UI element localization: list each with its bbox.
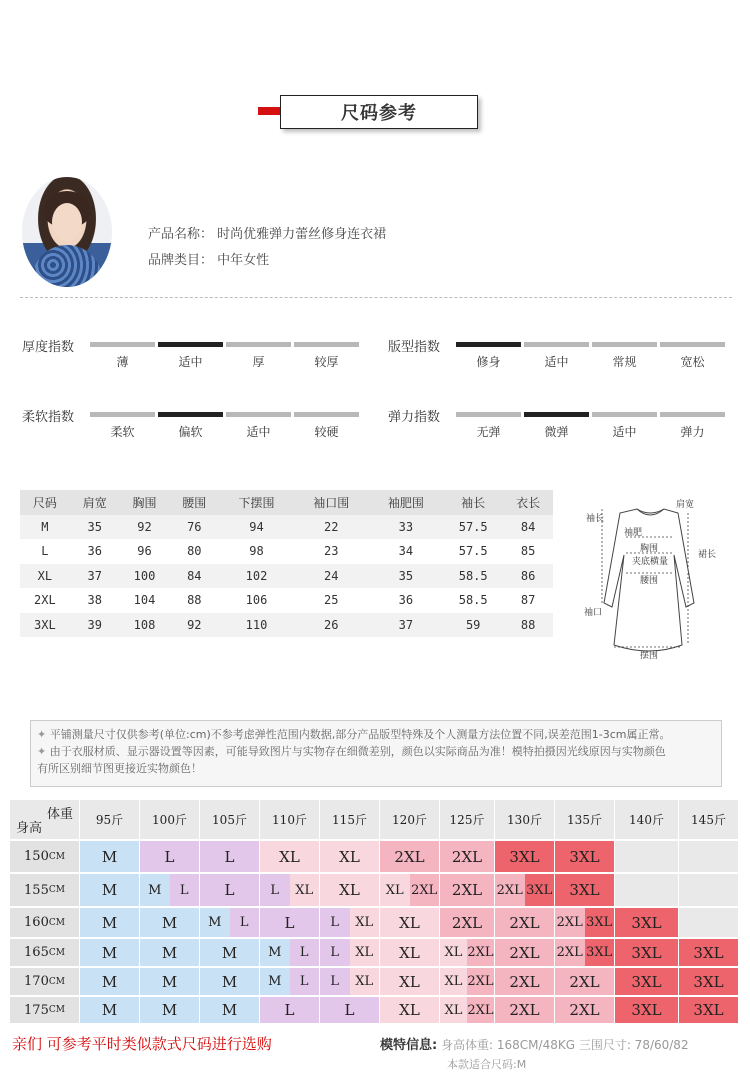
index-option: 厚 xyxy=(252,355,265,369)
table-row xyxy=(20,613,553,638)
matrix-cell: 3XL xyxy=(615,997,679,1023)
matrix-row xyxy=(10,997,739,1023)
index-option: 修身 xyxy=(476,355,501,369)
matrix-cell: 2XL xyxy=(495,908,555,937)
note-line-1: 平铺测量尺寸仅供参考(单位:cm)不参考虑弹性范围内数据,部分产品版型特殊及个人测量方法位置不同,误差范围1-3cm属正常。 xyxy=(49,728,671,741)
matrix-weight-header: 110斤 xyxy=(260,800,320,839)
model-info-key: 模特信息: xyxy=(380,1038,438,1053)
matrix-row xyxy=(10,908,739,937)
size-table-cell: 92 xyxy=(169,613,219,638)
index-option: 薄 xyxy=(116,355,129,369)
size-table-cell: 85 xyxy=(503,539,553,564)
matrix-cell: 2XL xyxy=(555,997,615,1023)
index-bar xyxy=(294,342,359,347)
matrix-cell-empty xyxy=(615,874,679,906)
matrix-cell: L xyxy=(320,997,380,1023)
size-table-cell: 108 xyxy=(120,613,170,638)
matrix-cell: M xyxy=(200,997,260,1023)
index-bar xyxy=(226,412,291,417)
size-matrix xyxy=(10,800,739,1023)
matrix-cell-split: M L xyxy=(140,874,200,906)
dress-measure-diagram xyxy=(582,495,732,665)
matrix-cell: XL xyxy=(320,841,380,872)
index-option: 无弹 xyxy=(476,425,501,439)
index-option: 微弹 xyxy=(544,425,569,439)
matrix-cell-split: XL 2XL xyxy=(440,939,495,966)
label-hem: 摆围 xyxy=(640,651,659,661)
index-option: 偏软 xyxy=(178,425,203,439)
note-line-3: 有所区别细节图更接近实物颜色！ xyxy=(37,762,202,775)
index-bar xyxy=(90,342,155,347)
matrix-cell-split: XL 2XL xyxy=(440,997,495,1023)
index-option: 较厚 xyxy=(314,355,339,369)
matrix-height-header: 165 CM xyxy=(10,939,80,966)
table-row xyxy=(20,588,553,613)
size-table-cell: 38 xyxy=(70,588,120,613)
matrix-cell-split: M L xyxy=(260,968,320,995)
matrix-cell: M xyxy=(200,939,260,966)
matrix-cell: L xyxy=(260,997,320,1023)
matrix-cell: XL xyxy=(380,939,440,966)
matrix-weight-header: 130斤 xyxy=(495,800,555,839)
size-table xyxy=(20,490,553,637)
matrix-height-header: 175 CM xyxy=(10,997,80,1023)
matrix-cell-split: M L xyxy=(260,939,320,966)
matrix-cell: M xyxy=(200,968,260,995)
index-label: 柔软指数 xyxy=(22,410,75,425)
matrix-cell: 2XL xyxy=(495,939,555,966)
size-table-cell: 84 xyxy=(503,515,553,540)
size-table-cell: 94 xyxy=(219,515,294,540)
size-table-cell: 100 xyxy=(120,564,170,589)
height-label: 身高 xyxy=(16,821,43,836)
index-option: 适中 xyxy=(178,355,203,369)
matrix-height-header: 170 CM xyxy=(10,968,80,995)
matrix-row xyxy=(10,874,739,906)
matrix-cell: M xyxy=(140,968,200,995)
matrix-cell: 3XL xyxy=(679,997,739,1023)
table-row xyxy=(20,564,553,589)
matrix-weight-header: 105斤 xyxy=(200,800,260,839)
size-table-header: 肩宽 xyxy=(70,490,120,515)
label-chest: 胸围 xyxy=(640,544,659,554)
index-bar xyxy=(592,412,657,417)
matrix-row xyxy=(10,939,739,966)
brand-key: 品牌类目： xyxy=(148,253,214,268)
size-table-cell: 102 xyxy=(219,564,294,589)
matrix-height-header: 160 CM xyxy=(10,908,80,937)
label-shoulder: 肩宽 xyxy=(676,500,695,510)
matrix-cell-empty xyxy=(679,874,739,906)
model-info-value: 身高体重: 168CM/48KG 三围尺寸: 78/60/82 xyxy=(441,1038,689,1052)
index-label: 弹力指数 xyxy=(388,410,441,425)
index-bar xyxy=(456,412,521,417)
label-waist: 腰围 xyxy=(640,576,659,586)
matrix-cell: 3XL xyxy=(615,908,679,937)
matrix-cell-split: L XL xyxy=(320,908,380,937)
index-label: 厚度指数 xyxy=(22,340,75,355)
index-bar xyxy=(524,342,589,347)
index-option: 适中 xyxy=(246,425,271,439)
matrix-weight-header: 140斤 xyxy=(615,800,679,839)
matrix-cell: M xyxy=(80,841,140,872)
matrix-cell: 3XL xyxy=(679,939,739,966)
size-table-cell: 57.5 xyxy=(443,539,503,564)
matrix-cell-split: 2XL 3XL xyxy=(495,874,555,906)
table-row xyxy=(20,515,553,540)
matrix-weight-header: 115斤 xyxy=(320,800,380,839)
matrix-row xyxy=(10,841,739,872)
index-option: 较硬 xyxy=(314,425,339,439)
size-table-header: 袖口围 xyxy=(294,490,369,515)
index-option: 常规 xyxy=(612,355,637,369)
size-table-cell: 39 xyxy=(70,613,120,638)
matrix-cell: XL xyxy=(380,908,440,937)
matrix-cell: 2XL xyxy=(495,968,555,995)
index-bar xyxy=(158,412,223,417)
size-table-cell: 2XL xyxy=(20,588,70,613)
size-table-header: 下摆围 xyxy=(219,490,294,515)
size-table-cell: 98 xyxy=(219,539,294,564)
weight-label: 体重 xyxy=(46,807,73,822)
matrix-cell: L xyxy=(200,841,260,872)
matrix-cell: M xyxy=(140,997,200,1023)
matrix-cell-split: XL 2XL xyxy=(380,874,440,906)
size-table-cell: 86 xyxy=(503,564,553,589)
size-table-cell: 96 xyxy=(120,539,170,564)
size-table-cell: 88 xyxy=(169,588,219,613)
matrix-corner xyxy=(10,800,80,839)
size-table-cell: 35 xyxy=(369,564,444,589)
label-underarm: 夹底横量 xyxy=(632,557,669,567)
matrix-cell: M xyxy=(80,997,140,1023)
size-table-cell: 88 xyxy=(503,613,553,638)
matrix-cell: 2XL xyxy=(555,968,615,995)
index-bar xyxy=(294,412,359,417)
matrix-cell: M xyxy=(140,908,200,937)
size-table-cell: 34 xyxy=(369,539,444,564)
index-option: 弹力 xyxy=(680,425,705,439)
matrix-cell: M xyxy=(80,908,140,937)
matrix-cell-empty xyxy=(615,841,679,872)
matrix-cell: 3XL xyxy=(615,939,679,966)
size-table-cell: L xyxy=(20,539,70,564)
size-table-cell: 110 xyxy=(219,613,294,638)
matrix-weight-header: 145斤 xyxy=(679,800,739,839)
matrix-cell: 2XL xyxy=(495,997,555,1023)
index-bar xyxy=(524,412,589,417)
matrix-cell-split: L XL xyxy=(320,939,380,966)
matrix-weight-header: 120斤 xyxy=(380,800,440,839)
size-table-cell: 3XL xyxy=(20,613,70,638)
matrix-cell: 3XL xyxy=(615,968,679,995)
matrix-cell: 2XL xyxy=(380,841,440,872)
footer-tip: 亲们 可参考平时类似款式尺码进行选购 xyxy=(12,1035,272,1053)
size-table-cell: XL xyxy=(20,564,70,589)
size-table-cell: 57.5 xyxy=(443,515,503,540)
label-sleeve-width: 袖肥 xyxy=(624,528,643,538)
matrix-weight-header: 135斤 xyxy=(555,800,615,839)
title-text: 尺码参考 xyxy=(280,95,478,129)
size-table-header: 胸围 xyxy=(120,490,170,515)
model-info xyxy=(380,1034,689,1053)
matrix-cell: L xyxy=(200,874,260,906)
matrix-cell: M xyxy=(140,939,200,966)
matrix-cell: 2XL xyxy=(440,874,495,906)
section-title xyxy=(258,95,478,131)
size-table-header: 袖肥围 xyxy=(369,490,444,515)
divider xyxy=(20,297,732,298)
matrix-height-header: 155 CM xyxy=(10,874,80,906)
index-bar xyxy=(592,342,657,347)
matrix-cell: M xyxy=(80,874,140,906)
size-table-header: 腰围 xyxy=(169,490,219,515)
matrix-cell: 3XL xyxy=(555,874,615,906)
note-line-2: 由于衣服材质、显示器设置等因素，可能导致图片与实物存在细微差别，颜色以实际商品为准！模特拍摄因光线原因与实物颜色 xyxy=(49,745,666,758)
index-bar xyxy=(660,412,725,417)
matrix-cell: XL xyxy=(380,968,440,995)
matrix-cell-empty xyxy=(679,841,739,872)
size-table-cell: 26 xyxy=(294,613,369,638)
matrix-weight-header: 95斤 xyxy=(80,800,140,839)
label-sleeve: 袖长 xyxy=(586,514,605,524)
matrix-cell-split: L XL xyxy=(320,968,380,995)
label-cuff: 袖口 xyxy=(584,608,603,618)
matrix-cell: XL xyxy=(320,874,380,906)
matrix-cell: 2XL xyxy=(440,841,495,872)
matrix-height-header: 150 CM xyxy=(10,841,80,872)
table-row xyxy=(20,539,553,564)
product-info xyxy=(148,222,386,274)
size-table-cell: 33 xyxy=(369,515,444,540)
size-table-cell: 35 xyxy=(70,515,120,540)
index-option: 柔软 xyxy=(110,425,135,439)
notes-box: ✦ 平铺测量尺寸仅供参考(单位:cm)不参考虑弹性范围内数据,部分产品版型特殊及个人测量方法位置不同,误差范围1-3cm属正常。 ✦ 由于衣服材质、显示器设置等因素，可能导致图片与实物存在细微差别，颜色以实际商品为准！模特拍摄因光线原因与实物颜色 有所区别细节图更接近实物颜色！ xyxy=(30,720,722,787)
matrix-cell-split: 2XL 3XL xyxy=(555,908,615,937)
index-bar xyxy=(90,412,155,417)
size-table-cell: 80 xyxy=(169,539,219,564)
matrix-cell: 2XL xyxy=(440,908,495,937)
size-table-cell: 58.5 xyxy=(443,564,503,589)
product-name-key: 产品名称： xyxy=(148,227,214,242)
matrix-cell-split: L XL xyxy=(260,874,320,906)
matrix-cell-split: XL 2XL xyxy=(440,968,495,995)
size-table-cell: 37 xyxy=(369,613,444,638)
size-table-cell: 37 xyxy=(70,564,120,589)
matrix-cell: M xyxy=(80,939,140,966)
product-name-value: 时尚优雅弹力蕾丝修身连衣裙 xyxy=(217,227,387,242)
size-table-cell: 59 xyxy=(443,613,503,638)
label-length: 裙长 xyxy=(698,550,717,560)
size-table-cell: 76 xyxy=(169,515,219,540)
matrix-cell: XL xyxy=(260,841,320,872)
size-table-cell: 87 xyxy=(503,588,553,613)
matrix-cell: M xyxy=(80,968,140,995)
size-table-cell: 36 xyxy=(369,588,444,613)
matrix-cell-split: 2XL 3XL xyxy=(555,939,615,966)
size-table-cell: M xyxy=(20,515,70,540)
size-table-cell: 106 xyxy=(219,588,294,613)
matrix-weight-header: 100斤 xyxy=(140,800,200,839)
size-table-cell: 92 xyxy=(120,515,170,540)
matrix-weight-header: 125斤 xyxy=(440,800,495,839)
size-table-cell: 36 xyxy=(70,539,120,564)
size-table-cell: 84 xyxy=(169,564,219,589)
matrix-cell-empty xyxy=(679,908,739,937)
size-table-cell: 22 xyxy=(294,515,369,540)
index-bar xyxy=(158,342,223,347)
matrix-row xyxy=(10,968,739,995)
index-label: 版型指数 xyxy=(388,340,441,355)
size-table-cell: 104 xyxy=(120,588,170,613)
size-table-header: 袖长 xyxy=(443,490,503,515)
size-table-cell: 58.5 xyxy=(443,588,503,613)
index-option: 适中 xyxy=(544,355,569,369)
index-bar xyxy=(226,342,291,347)
brand-value: 中年女性 xyxy=(217,253,270,268)
matrix-cell: L xyxy=(140,841,200,872)
size-table-cell: 25 xyxy=(294,588,369,613)
index-option: 宽松 xyxy=(680,355,705,369)
matrix-cell: L xyxy=(260,908,320,937)
index-bar xyxy=(660,342,725,347)
fit-size: 本款适合尺码:M xyxy=(447,1058,527,1071)
matrix-cell: 3XL xyxy=(555,841,615,872)
index-option: 适中 xyxy=(612,425,637,439)
matrix-cell: 3XL xyxy=(679,968,739,995)
matrix-cell: 3XL xyxy=(495,841,555,872)
size-table-header: 衣长 xyxy=(503,490,553,515)
size-table-header: 尺码 xyxy=(20,490,70,515)
size-table-cell: 23 xyxy=(294,539,369,564)
size-table-cell: 24 xyxy=(294,564,369,589)
matrix-cell-split: M L xyxy=(200,908,260,937)
matrix-cell: XL xyxy=(380,997,440,1023)
model-avatar xyxy=(22,177,112,287)
index-bar xyxy=(456,342,521,347)
